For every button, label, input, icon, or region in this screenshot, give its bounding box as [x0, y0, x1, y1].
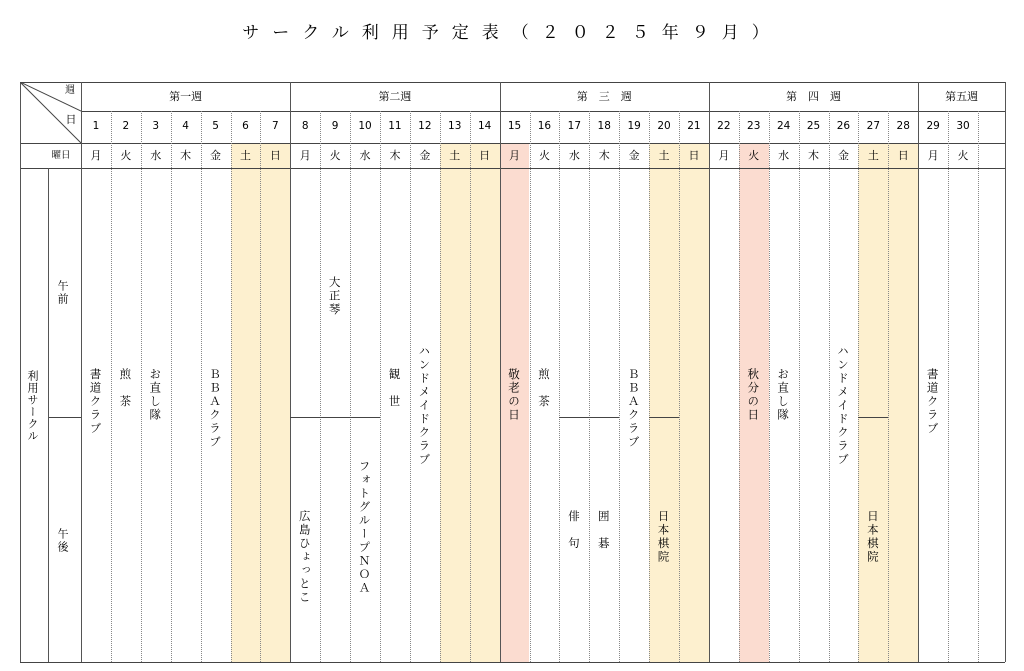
circle-entry: 秋分の日 — [746, 368, 761, 422]
day-separator-line — [231, 111, 232, 662]
day-number: 6 — [242, 120, 249, 132]
weekday-label: 土 — [449, 149, 461, 162]
am-pm-divider — [48, 417, 81, 418]
circle-entry: フォトグループＮＯＡ — [357, 460, 372, 595]
day-column-shade — [858, 143, 888, 662]
day-separator-line — [440, 111, 441, 662]
weekday-label: 水 — [359, 149, 371, 162]
weekday-label: 火 — [120, 149, 132, 162]
day-number: 22 — [717, 120, 731, 132]
circle-entry: 俳 句 — [566, 510, 581, 551]
day-separator-line — [470, 111, 471, 662]
am-pm-split-line — [559, 417, 589, 418]
day-separator-line — [769, 111, 770, 662]
day-separator-line — [589, 111, 590, 662]
day-separator-line — [260, 111, 261, 662]
weekday-label: 火 — [748, 149, 760, 162]
day-separator-line — [201, 111, 202, 662]
weekday-label: 土 — [239, 149, 251, 162]
week-boundary-line — [290, 82, 291, 662]
day-number: 3 — [152, 120, 160, 132]
weekday-header-label: 曜日 — [51, 150, 71, 161]
day-separator-line — [530, 111, 531, 662]
day-separator-line — [619, 111, 620, 662]
circle-entry: 書道クラブ — [88, 368, 103, 436]
day-separator-line — [380, 111, 381, 662]
am-pm-split-line — [290, 417, 320, 418]
circle-entry: 書道クラブ — [925, 368, 940, 436]
day-number: 9 — [331, 120, 339, 132]
circle-entry: お直し隊 — [148, 368, 163, 422]
weekday-label: 土 — [658, 149, 670, 162]
day-separator-line — [320, 111, 321, 662]
weekday-label: 金 — [419, 149, 431, 162]
weekday-label: 月 — [509, 149, 521, 162]
circle-entry: 観 世 — [387, 368, 402, 409]
morning-label: 午前 — [56, 280, 69, 306]
weekday-label: 月 — [718, 149, 730, 162]
day-number: 11 — [388, 120, 402, 132]
weekday-label: 月 — [927, 149, 939, 162]
weekday-label: 水 — [778, 149, 790, 162]
usage-circle-label: 利用サークル — [26, 370, 39, 442]
day-number: 7 — [271, 120, 279, 132]
circle-entry: ハンドメイドクラブ — [417, 345, 432, 467]
day-column-shade — [231, 143, 261, 662]
day-number: 4 — [182, 120, 189, 132]
day-separator-line — [111, 111, 112, 662]
weekday-label: 日 — [688, 149, 700, 162]
day-number: 14 — [477, 120, 492, 132]
week-row-line — [81, 111, 1005, 112]
day-separator-line — [948, 111, 949, 662]
day-number: 16 — [537, 120, 552, 132]
day-header-label: 日 — [65, 113, 77, 126]
usage-label-line — [48, 168, 49, 662]
circle-entry: 日本棋院 — [865, 510, 880, 564]
page-title: サークル利用予定表（２０２５年９月） — [242, 23, 782, 43]
weekday-label: 火 — [538, 149, 550, 162]
day-number: 23 — [747, 120, 761, 132]
day-number: 8 — [301, 120, 309, 132]
weekday-label: 火 — [957, 149, 969, 162]
day-column-shade — [649, 143, 679, 662]
circle-entry: ＢＢＡクラブ — [626, 368, 641, 449]
day-number: 27 — [866, 120, 881, 132]
header-bottom-line — [20, 168, 1005, 169]
day-separator-line — [799, 111, 800, 662]
day-number: 5 — [212, 120, 219, 132]
am-pm-split-line — [858, 417, 888, 418]
weekday-label: 月 — [90, 149, 102, 162]
circle-entry: 囲 碁 — [596, 510, 611, 551]
day-number: 2 — [122, 120, 130, 132]
table-border-left — [20, 82, 21, 662]
circle-entry: 煎 茶 — [536, 368, 551, 409]
day-column-shade — [260, 143, 290, 662]
day-separator-line — [978, 111, 979, 662]
circle-entry: ハンドメイドクラブ — [835, 345, 850, 467]
week-boundary-line — [500, 82, 501, 662]
am-pm-split-line — [350, 417, 380, 418]
week-label: 第一週 — [169, 90, 203, 103]
am-pm-split-line — [320, 417, 350, 418]
day-number: 21 — [687, 120, 701, 132]
day-separator-line — [171, 111, 172, 662]
weekday-label: 日 — [897, 149, 909, 162]
day-row-line — [20, 143, 1005, 144]
day-separator-line — [559, 111, 560, 662]
day-separator-line — [649, 111, 650, 662]
day-separator-line — [410, 111, 411, 662]
weekday-label: 日 — [479, 149, 491, 162]
table-border-top — [20, 82, 1005, 83]
weekday-label: 水 — [568, 149, 580, 162]
day-separator-line — [888, 111, 889, 662]
day-separator-line — [858, 111, 859, 662]
weekday-label: 木 — [180, 149, 192, 162]
table-border-bottom — [20, 662, 1005, 663]
weekday-label: 金 — [837, 149, 849, 162]
day-number: 25 — [806, 120, 821, 132]
am-pm-split-line — [589, 417, 619, 418]
weekday-label: 木 — [389, 149, 401, 162]
day-number: 17 — [567, 120, 582, 132]
week-label: 第 四 週 — [786, 90, 842, 103]
weekday-label: 木 — [808, 149, 820, 162]
day-column-shade — [470, 143, 500, 662]
day-number: 15 — [507, 120, 522, 132]
weekday-label: 木 — [598, 149, 610, 162]
weekday-label: 金 — [628, 149, 640, 162]
circle-entry: ＢＢＡクラブ — [208, 368, 223, 449]
day-number: 24 — [776, 120, 791, 132]
day-separator-line — [739, 111, 740, 662]
day-number: 1 — [92, 120, 100, 132]
day-number: 28 — [896, 120, 910, 132]
day-number: 19 — [627, 120, 641, 132]
day-column-shade — [888, 143, 918, 662]
table-border-right — [1005, 82, 1006, 662]
weekday-label: 水 — [150, 149, 162, 162]
circle-entry: 広島ひょっとこ — [297, 510, 312, 605]
week-boundary-line — [918, 82, 919, 662]
day-separator-line — [350, 111, 351, 662]
day-number: 30 — [956, 120, 970, 132]
week-label: 第五週 — [945, 90, 979, 103]
day-number: 26 — [836, 120, 851, 132]
day-number: 18 — [597, 120, 611, 132]
weekday-label: 火 — [329, 149, 341, 162]
day-separator-line — [141, 111, 142, 662]
day-number: 10 — [358, 120, 372, 132]
week-label: 第二週 — [378, 90, 412, 103]
circle-entry: 大正琴 — [327, 276, 342, 317]
weekday-label: 金 — [210, 149, 222, 162]
weekday-label: 日 — [269, 149, 281, 162]
weekday-label: 月 — [299, 149, 311, 162]
day-column-shade — [679, 143, 709, 662]
day-number: 29 — [926, 120, 940, 132]
circle-entry: 日本棋院 — [656, 510, 671, 564]
day-separator-line — [829, 111, 830, 662]
weekday-label: 土 — [867, 149, 879, 162]
am-pm-split-line — [649, 417, 679, 418]
week-label: 第 三 週 — [576, 90, 632, 103]
afternoon-label: 午後 — [56, 528, 69, 554]
week-boundary-line — [709, 82, 710, 662]
label-column-line — [81, 82, 82, 662]
circle-entry: 敬老の日 — [507, 368, 522, 422]
day-column-shade — [440, 143, 470, 662]
day-number: 20 — [657, 120, 671, 132]
day-number: 13 — [448, 120, 462, 132]
circle-entry: お直し隊 — [776, 368, 791, 422]
day-number: 12 — [418, 120, 432, 132]
circle-entry: 煎 茶 — [118, 368, 133, 409]
week-header-label: 週 — [65, 85, 75, 96]
day-separator-line — [679, 111, 680, 662]
